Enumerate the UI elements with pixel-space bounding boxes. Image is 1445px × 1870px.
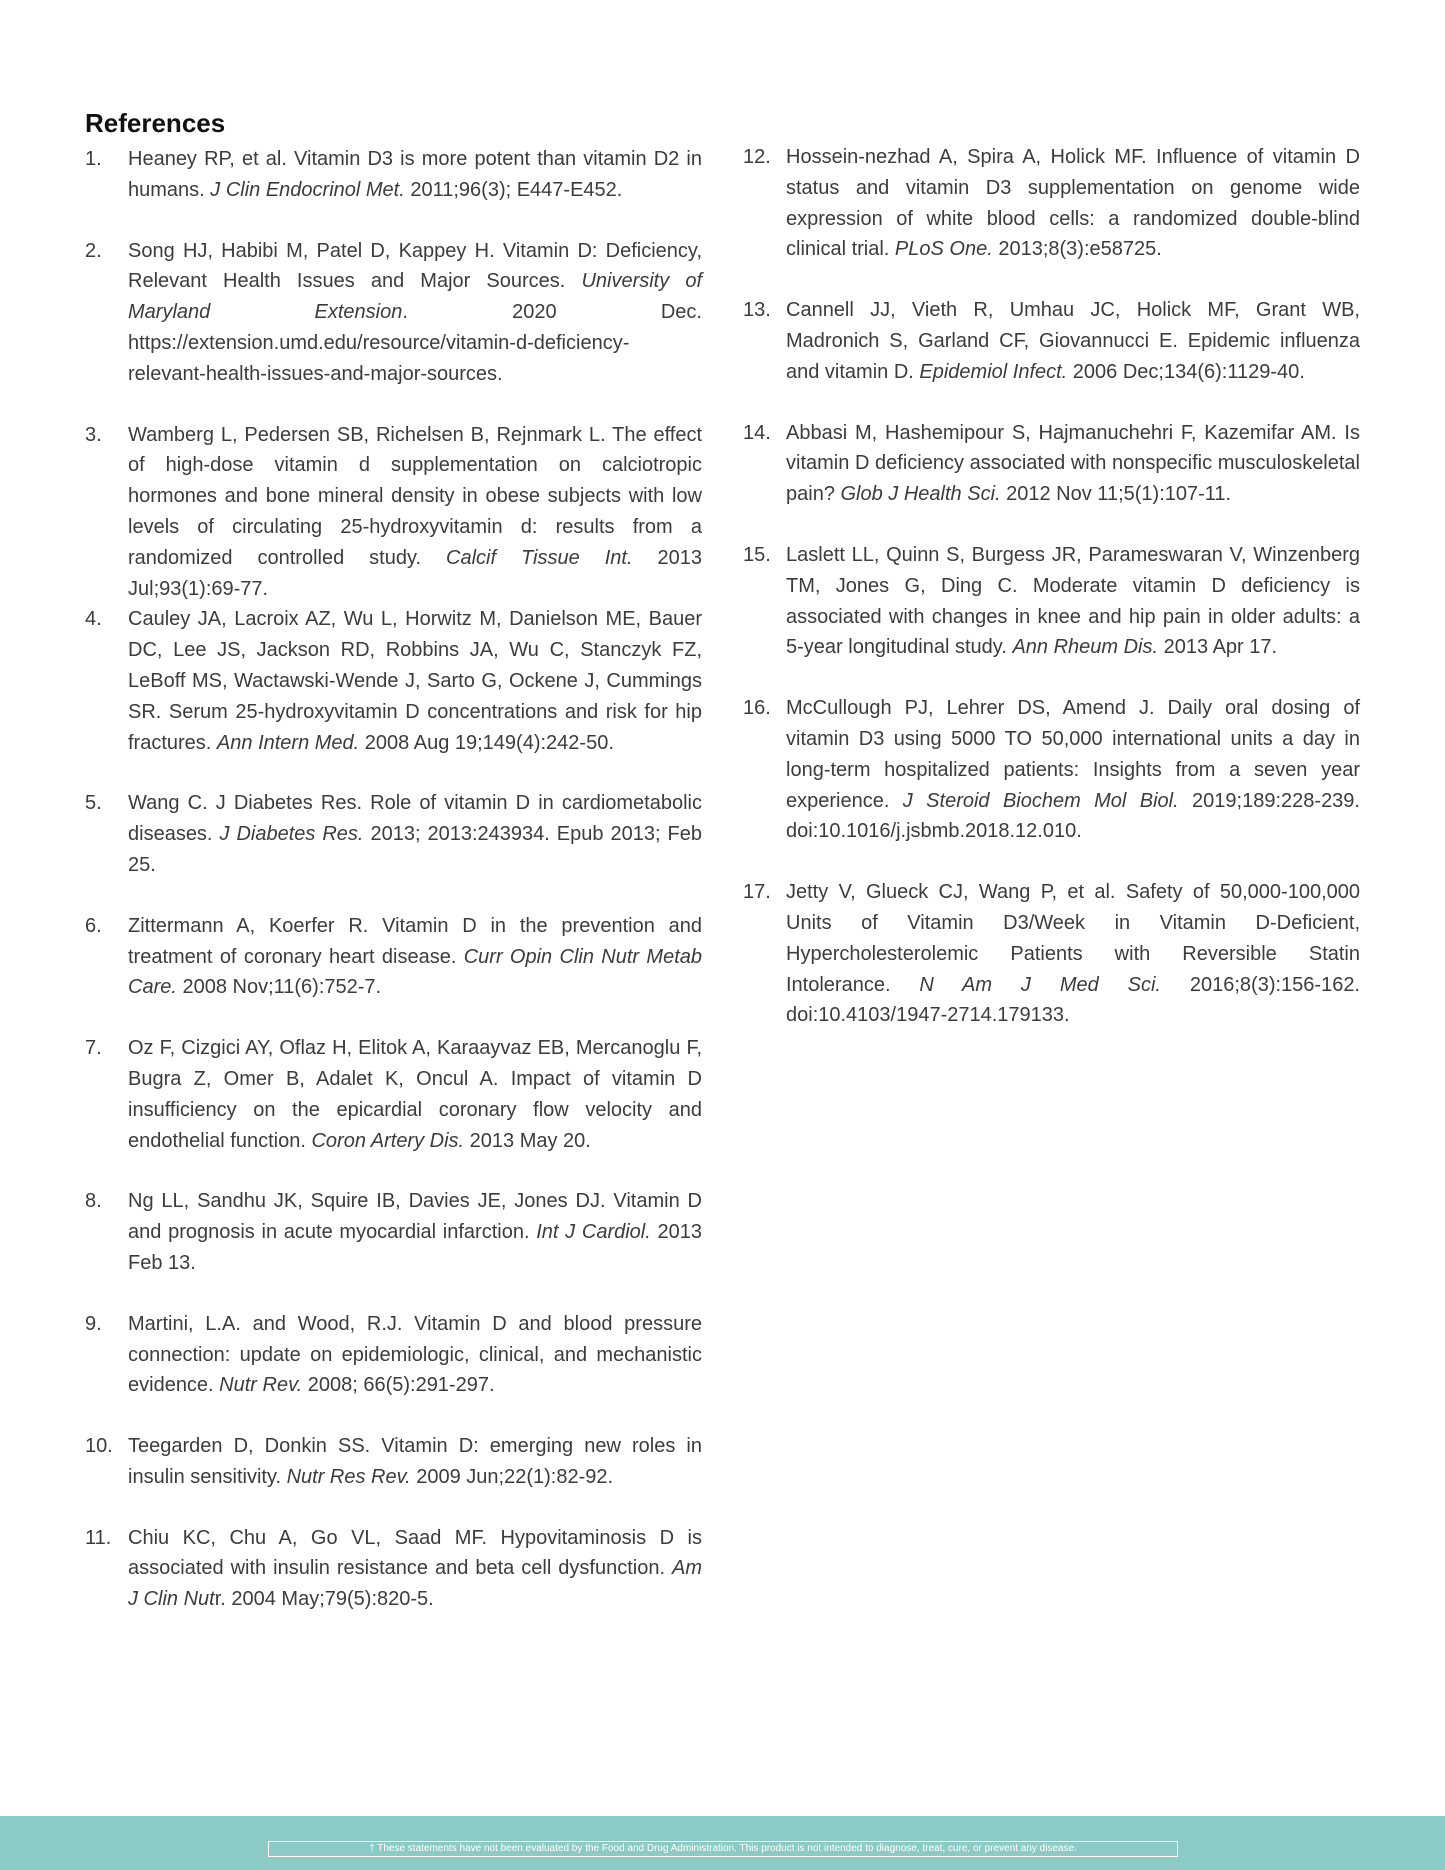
reference-text: Wamberg L, Pedersen SB, Richelsen B, Rejnmark L. The effect of high-dose vitamin d supplementation on calciotropic hormones and bone mineral density in obese subjects with low levels of circulating 25-hydroxyvitamin d: results from a randomized controlled study. <box>128 423 702 569</box>
reference-number: 15. <box>743 543 771 566</box>
reference-number: 9. <box>85 1312 102 1335</box>
reference-journal: PLoS One. <box>894 238 993 261</box>
references-heading: References <box>85 108 226 138</box>
reference-number: 14. <box>743 421 771 444</box>
reference-journal: Ann Rheum Dis. <box>1012 636 1159 659</box>
reference-text: Zittermann A, Koerfer R. Vitamin D in the prevention and treatment of coronary heart disease. <box>128 914 702 968</box>
reference-journal: Nutr Rev. <box>219 1374 303 1397</box>
reference-item <box>743 142 1360 265</box>
reference-details: 2012 Nov 11;5(1):107-11. <box>1000 483 1232 506</box>
reference-journal: J Diabetes Res. <box>219 823 364 846</box>
reference-journal: Ann Intern Med. <box>216 731 360 754</box>
reference-details: r. 2004 May;79(5):820-5. <box>214 1588 434 1611</box>
reference-number: 3. <box>85 423 102 446</box>
reference-journal: Glob J Health Sci. <box>840 483 1001 506</box>
reference-item <box>743 540 1360 663</box>
reference-item <box>85 1523 702 1615</box>
reference-text: Oz F, Cizgici AY, Oflaz H, Elitok A, Karaayvaz EB, Mercanoglu F, Bugra Z, Omer B, Adalet K, Oncul A. Impact of vitamin D insufficiency on the epicardial coronary flow velocity and endothelial function. <box>128 1037 702 1152</box>
reference-item <box>85 236 702 390</box>
reference-text: Chiu KC, Chu A, Go VL, Saad MF. Hypovitaminosis D is associated with insulin resistance and beta cell dysfunction. <box>128 1526 702 1580</box>
reference-details: 2013 Apr 17. <box>1158 636 1278 659</box>
fda-disclaimer: † These statements have not been evaluated by the Food and Drug Administration. This product is not intended to diagnose, treat, cure, or prevent any disease. <box>268 1841 1178 1857</box>
reference-number: 16. <box>743 697 771 720</box>
reference-item <box>85 911 702 1003</box>
references-column-left <box>85 144 702 1615</box>
reference-details: 2019;189:228-239. doi:10.1016/j.jsbmb.2018.12.010. <box>786 789 1360 843</box>
reference-text: Martini, L.A. and Wood, R.J. Vitamin D and blood pressure connection: update on epidemiologic, clinical, and mechanistic evidence. <box>128 1312 702 1397</box>
reference-text: Teegarden D, Donkin SS. Vitamin D: emerging new roles in insulin sensitivity. <box>128 1435 702 1488</box>
reference-number: 7. <box>85 1037 102 1060</box>
reference-item <box>85 144 702 206</box>
reference-text: Cannell JJ, Vieth R, Umhau JC, Holick MF, Grant WB, Madronich S, Garland CF, Giovannucci E. Epidemic influenza and vitamin D. <box>786 299 1360 383</box>
reference-journal: Am J Clin Nut <box>128 1557 702 1611</box>
reference-item <box>85 604 702 758</box>
reference-journal: N Am J Med Sci. <box>919 973 1161 996</box>
reference-item <box>743 295 1360 387</box>
reference-details: 2013 Jul;93(1):69-77. <box>128 546 702 600</box>
reference-item <box>85 1309 702 1401</box>
reference-details: 2008; 66(5):291-297. <box>302 1374 495 1397</box>
reference-item <box>743 877 1360 1031</box>
reference-journal: University of Maryland Extension <box>128 270 703 324</box>
reference-number: 5. <box>85 792 102 815</box>
reference-details: 2016;8(3):156-162. doi:10.4103/1947-2714.179133. <box>786 973 1360 1027</box>
reference-item <box>743 418 1360 510</box>
reference-number: 6. <box>85 914 102 937</box>
reference-journal: Epidemiol Infect. <box>919 360 1068 383</box>
reference-details: 2008 Nov;11(6):752-7. <box>176 976 382 999</box>
reference-number: 8. <box>85 1190 102 1213</box>
references-column-right <box>743 142 1360 1031</box>
reference-number: 17. <box>743 881 771 904</box>
reference-details: 2013 Feb 13. <box>128 1221 703 1274</box>
reference-journal: Int J Cardiol. <box>536 1221 651 1244</box>
reference-details: 2011;96(3); E447-E452. <box>404 178 623 201</box>
reference-details: 2013;8(3):e58725. <box>992 238 1162 261</box>
reference-item <box>85 1033 702 1156</box>
reference-text: Song HJ, Habibi M, Patel D, Kappey H. Vitamin D: Deficiency, Relevant Health Issues and Major Sources. <box>128 239 702 293</box>
reference-number: 4. <box>85 608 102 631</box>
reference-journal: J Steroid Biochem Mol Biol. <box>902 789 1179 812</box>
reference-details: 2013 May 20. <box>464 1129 591 1152</box>
reference-text: Abbasi M, Hashemipour S, Hajmanuchehri F, Kazemifar AM. Is vitamin D deficiency associated with nonspecific musculoskeletal pain? <box>786 421 1360 506</box>
reference-number: 1. <box>85 148 102 170</box>
reference-text: Hossein-nezhad A, Spira A, Holick MF. Influence of vitamin D status and vitamin D3 supplementation on genome wide expression of white blood cells: a randomized double-blind clinical trial. <box>786 146 1360 261</box>
reference-number: 13. <box>743 299 771 322</box>
reference-item <box>85 1431 702 1493</box>
reference-number: 10. <box>85 1435 113 1458</box>
reference-text: McCullough PJ, Lehrer DS, Amend J. Daily oral dosing of vitamin D3 using 5000 TO 50,000 international units a day in long-term hospitalized patients: Insights from a seven year experience. <box>786 697 1360 812</box>
reference-journal: Nutr Res Rev. <box>286 1465 411 1488</box>
reference-text: Jetty V, Glueck CJ, Wang P, et al. Safety of 50,000-100,000 Units of Vitamin D3/Week in Vitamin D-Deficient, Hypercholesterolemic Patients with Reversible Statin Intolerance. <box>786 881 1360 996</box>
reference-journal: Curr Opin Clin Nutr Metab Care. <box>128 945 702 999</box>
reference-number: 12. <box>743 146 771 168</box>
reference-text: Ng LL, Sandhu JK, Squire IB, Davies JE, Jones DJ. Vitamin D and prognosis in acute myocardial infarction. <box>128 1190 702 1244</box>
reference-text: Heaney RP, et al. Vitamin D3 is more potent than vitamin D2 in humans. <box>128 148 702 201</box>
reference-item <box>743 693 1360 847</box>
reference-item <box>85 420 702 605</box>
reference-details: 2006 Dec;134(6):1129-40. <box>1067 360 1305 383</box>
reference-details: 2009 Jun;22(1):82-92. <box>410 1465 614 1488</box>
reference-details: . 2020 Dec. https://extension.umd.edu/resource/vitamin-d-deficiency-relevant-health-issues-and-major-sources. <box>128 301 702 385</box>
reference-item <box>85 788 702 880</box>
reference-journal: Coron Artery Dis. <box>311 1129 465 1152</box>
reference-text: Laslett LL, Quinn S, Burgess JR, Parameswaran V, Winzenberg TM, Jones G, Ding C. Moderate vitamin D deficiency is associated with changes in knee and hip pain in older adults: a 5-year longitudinal study. <box>786 543 1360 659</box>
reference-number: 11. <box>85 1526 112 1549</box>
reference-journal: Calcif Tissue Int. <box>446 546 633 569</box>
reference-number: 2. <box>85 239 102 262</box>
reference-journal: J Clin Endocrinol Met. <box>210 178 405 201</box>
reference-details: 2013; 2013:243934. Epub 2013; Feb 25. <box>128 823 702 876</box>
reference-text: Cauley JA, Lacroix AZ, Wu L, Horwitz M, Danielson ME, Bauer DC, Lee JS, Jackson RD, Robbins JA, Wu C, Stanczyk FZ, LeBoff MS, Wactawski-Wende J, Sarto G, Ockene J, Cummings SR. Serum 25-hydroxyvitamin D concentrations and risk for hip fractures. <box>128 608 702 754</box>
reference-details: 2008 Aug 19;149(4):242-50. <box>359 731 614 754</box>
reference-text: Wang C. J Diabetes Res. Role of vitamin D in cardiometabolic diseases. <box>128 792 702 846</box>
reference-item <box>85 1186 702 1278</box>
